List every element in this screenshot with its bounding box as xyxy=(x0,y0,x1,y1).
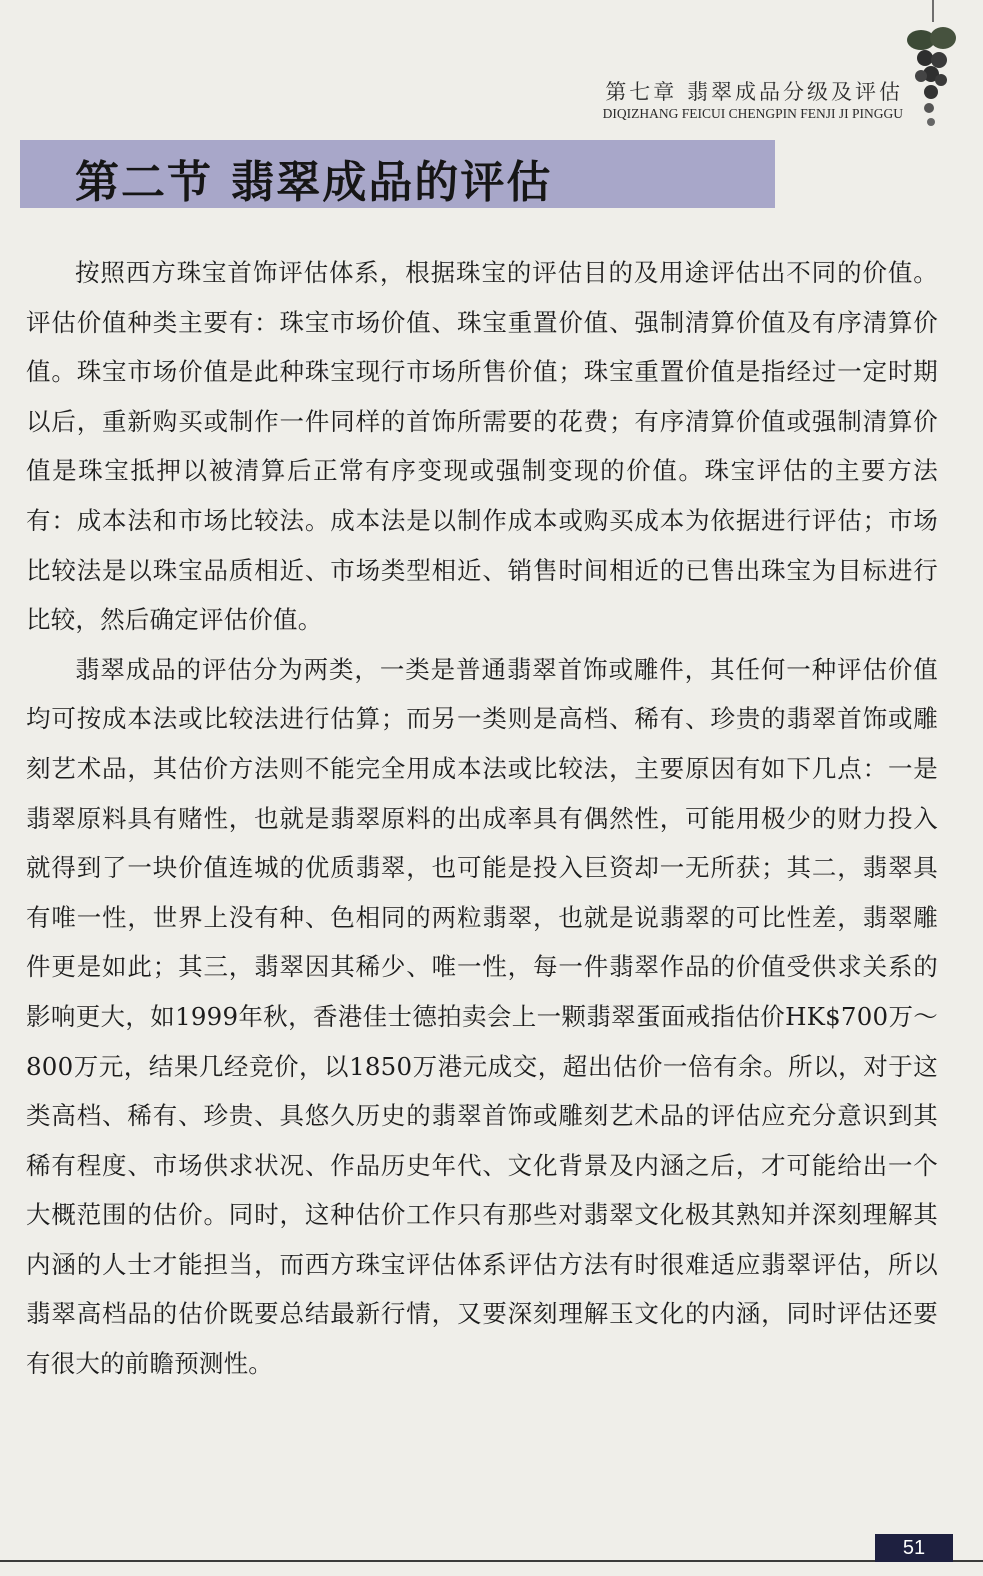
paragraph-valuation-system: 按照西方珠宝首饰评估体系，根据珠宝的评估目的及用途评估出不同的价值。评估价值种类主要有：珠宝市场价值、珠宝重置价值、强制清算价值及有序清算价值。珠宝市场价值是此种珠宝现行市场所售价值；珠宝重置价值是指经过一定时期以后，重新购买或制作一件同样的首饰所需要的花费；有序清算价值或强制清算价值是珠宝抵押以被清算后正常有序变现或强制变现的价值。珠宝评估的主要方法有：成本法和市场比较法。成本法是以制作成本或购买成本为依据进行评估；市场比较法是以珠宝品质相近、市场类型相近、销售时间相近的已售出珠宝为目标进行比较，然后确定评估价值。 xyxy=(26,258,938,635)
jade-grape-ornament-icon xyxy=(899,0,961,140)
body-text xyxy=(26,248,938,1389)
footer-rule xyxy=(0,1560,983,1562)
chapter-header-pinyin: DIQIZHANG FEICUI CHENGPIN FENJI JI PINGGU xyxy=(602,106,903,121)
page-number: 51 xyxy=(875,1534,953,1562)
paragraph-jadeite-valuation: 翡翠成品的评估分为两类，一类是普通翡翠首饰或雕件，其任何一种评估价值均可按成本法或比较法进行估算；而另一类则是高档、稀有、珍贵的翡翠首饰或雕刻艺术品，其估价方法则不能完全用成本法或比较法，主要原因有如下几点：一是翡翠原料具有赌性，也就是翡翠原料的出成率具有偶然性，可能用极少的财力投入就得到了一块价值连城的优质翡翠，也可能是投入巨资却一无所获；其二，翡翠具有唯一性，世界上没有种、色相同的两粒翡翠，也就是说翡翠的可比性差，翡翠雕件更是如此；其三，翡翠因其稀少、唯一性，每一件翡翠作品的价值受供求关系的影响更大，如1999年秋，香港佳士德拍卖会上一颗翡翠蛋面戒指估价HK$700万～800万元，结果几经竞价，以1850万港元成交，超出估价一倍有余。所以，对于这类高档、稀有、珍贵、具悠久历史的翡翠首饰或雕刻艺术品的评估应充分意识到其稀有程度、市场供求状况、作品历史年代、文化背景及内涵之后，才可能给出一个大概范围的估价。同时，这种估价工作只有那些对翡翠文化极其熟知并深刻理解其内涵的人士才能担当，而西方珠宝评估体系评估方法有时很难适应翡翠评估，所以翡翠高档品的估价既要总结最新行情，又要深刻理解玉文化的内涵，同时评估还要有很大的前瞻预测性。 xyxy=(26,654,938,1379)
section-title: 第二节 翡翠成品的评估 xyxy=(75,157,553,208)
chapter-header-chinese: 第七章 翡翠成品分级及评估 xyxy=(605,80,903,104)
